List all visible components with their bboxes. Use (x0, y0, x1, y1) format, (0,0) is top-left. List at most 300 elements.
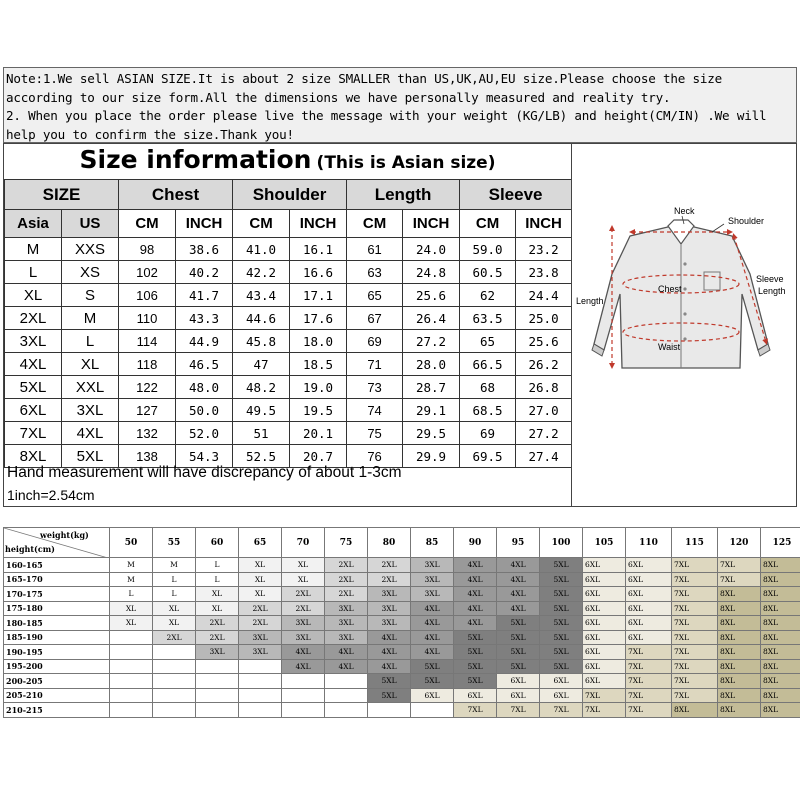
size-recommendation-cell: 4XL (454, 587, 497, 602)
size-recommendation-cell (282, 703, 325, 718)
size-recommendation-cell: 8XL (718, 630, 761, 645)
size-recommendation-cell (239, 674, 282, 689)
size-recommendation-cell (110, 688, 153, 703)
size-recommendation-cell: 3XL (325, 616, 368, 631)
size-recommendation-cell (110, 630, 153, 645)
title-main: Size information (79, 145, 312, 174)
weight-table-row (4, 587, 800, 602)
size-recommendation-cell: 8XL (761, 703, 800, 718)
weight-header: 55 (153, 528, 196, 558)
size-cell-len-in: 28.0 (403, 353, 460, 376)
weight-header: 70 (282, 528, 325, 558)
size-recommendation-cell: 3XL (196, 645, 239, 660)
size-cell-sl-cm: 63.5 (460, 307, 516, 330)
size-cell-asia: L (5, 261, 62, 284)
size-recommendation-cell: 8XL (718, 645, 761, 660)
size-recommendation-cell: 3XL (411, 558, 454, 573)
size-row (5, 376, 572, 399)
label-chest: Chest (658, 284, 682, 294)
size-recommendation-cell (110, 645, 153, 660)
size-cell-len-cm: 69 (347, 330, 403, 353)
size-recommendation-cell: 5XL (454, 659, 497, 674)
size-recommendation-cell: 6XL (583, 659, 626, 674)
size-cell-chest-in: 52.0 (176, 422, 233, 445)
size-cell-len-cm: 63 (347, 261, 403, 284)
size-recommendation-cell: 8XL (718, 688, 761, 703)
size-recommendation-cell: 2XL (325, 572, 368, 587)
size-recommendation-cell: 2XL (282, 587, 325, 602)
size-cell-sh-in: 18.0 (290, 330, 347, 353)
size-recommendation-cell: 5XL (540, 616, 583, 631)
weight-header: 110 (626, 528, 672, 558)
size-recommendation-cell: XL (110, 601, 153, 616)
size-recommendation-cell: 5XL (540, 601, 583, 616)
size-cell-us: 4XL (62, 422, 119, 445)
size-cell-sl-cm: 68.5 (460, 399, 516, 422)
size-cell-us: 5XL (62, 445, 119, 468)
size-cell-asia: 3XL (5, 330, 62, 353)
height-range: 165-170 (4, 572, 110, 587)
subheader-cm: CM (119, 210, 176, 238)
size-cell-chest-cm: 110 (119, 307, 176, 330)
size-recommendation-cell: 4XL (368, 630, 411, 645)
size-recommendation-cell: 5XL (454, 630, 497, 645)
size-recommendation-cell: 7XL (718, 572, 761, 587)
size-row (5, 422, 572, 445)
size-cell-us: 3XL (62, 399, 119, 422)
size-recommendation-cell: 5XL (411, 674, 454, 689)
size-cell-sl-cm: 60.5 (460, 261, 516, 284)
size-cell-chest-cm: 114 (119, 330, 176, 353)
size-recommendation-cell (153, 645, 196, 660)
size-recommendation-cell: 4XL (325, 645, 368, 660)
size-recommendation-cell: 7XL (672, 558, 718, 573)
height-range: 175-180 (4, 601, 110, 616)
size-cell-chest-in: 43.3 (176, 307, 233, 330)
size-recommendation-cell: 3XL (239, 630, 282, 645)
size-recommendation-cell: 8XL (761, 688, 800, 703)
size-recommendation-cell: 5XL (411, 659, 454, 674)
size-recommendation-cell: 4XL (454, 616, 497, 631)
size-recommendation-cell: 5XL (454, 674, 497, 689)
label-neck: Neck (674, 206, 695, 216)
size-recommendation-cell (196, 688, 239, 703)
size-recommendation-cell: 8XL (718, 674, 761, 689)
size-recommendation-cell (368, 703, 411, 718)
size-recommendation-cell (239, 703, 282, 718)
weight-header: 85 (411, 528, 454, 558)
size-recommendation-cell: 6XL (497, 688, 540, 703)
weight-table-row (4, 630, 800, 645)
label-length: Length (576, 296, 604, 306)
size-recommendation-cell: 5XL (454, 645, 497, 660)
size-recommendation-cell: 8XL (718, 616, 761, 631)
size-table (4, 179, 572, 468)
height-range: 195-200 (4, 659, 110, 674)
size-recommendation-cell: 6XL (583, 616, 626, 631)
size-recommendation-cell: 5XL (497, 659, 540, 674)
size-cell-asia: 4XL (5, 353, 62, 376)
size-cell-len-in: 25.6 (403, 284, 460, 307)
size-recommendation-cell (153, 703, 196, 718)
subheader-us: US (62, 210, 119, 238)
size-cell-us: XXS (62, 238, 119, 261)
size-recommendation-cell: 8XL (761, 601, 800, 616)
size-cell-chest-in: 40.2 (176, 261, 233, 284)
size-cell-len-cm: 65 (347, 284, 403, 307)
label-sleeve: Sleeve (756, 274, 784, 284)
size-recommendation-cell: 8XL (672, 703, 718, 718)
size-recommendation-cell: 7XL (626, 688, 672, 703)
size-row (5, 261, 572, 284)
size-cell-len-in: 28.7 (403, 376, 460, 399)
size-recommendation-cell: L (196, 572, 239, 587)
size-cell-chest-cm: 106 (119, 284, 176, 307)
size-cell-sl-in: 23.2 (516, 238, 572, 261)
size-cell-asia: 8XL (5, 445, 62, 468)
size-recommendation-cell: 4XL (454, 558, 497, 573)
size-cell-sh-cm: 45.8 (233, 330, 290, 353)
size-recommendation-cell: 3XL (325, 630, 368, 645)
size-recommendation-cell: 7XL (718, 558, 761, 573)
height-range: 185-190 (4, 630, 110, 645)
size-row (5, 353, 572, 376)
size-cell-sh-in: 16.1 (290, 238, 347, 261)
size-recommendation-cell: 8XL (761, 645, 800, 660)
size-recommendation-cell: 4XL (497, 558, 540, 573)
size-recommendation-cell (110, 659, 153, 674)
size-recommendation-cell: 3XL (368, 587, 411, 602)
height-range: 160-165 (4, 558, 110, 573)
shirt-illustration (572, 144, 796, 506)
size-recommendation-cell: 2XL (153, 630, 196, 645)
size-cell-sh-cm: 48.2 (233, 376, 290, 399)
subheader-asia: Asia (5, 210, 62, 238)
weight-axis-label: weight(kg) (40, 530, 89, 540)
size-recommendation-cell: 2XL (196, 616, 239, 631)
header-chest: Chest (119, 180, 233, 210)
shirt-diagram (572, 144, 796, 506)
size-recommendation-cell: 3XL (282, 616, 325, 631)
weight-table-row (4, 616, 800, 631)
size-cell-sl-cm: 66.5 (460, 353, 516, 376)
size-info-title (4, 144, 571, 179)
size-recommendation-cell: 6XL (583, 587, 626, 602)
size-recommendation-cell: 6XL (626, 572, 672, 587)
size-cell-chest-cm: 102 (119, 261, 176, 284)
size-recommendation-cell: 6XL (583, 630, 626, 645)
subheader-cm: CM (347, 210, 403, 238)
size-cell-sl-cm: 62 (460, 284, 516, 307)
size-cell-sh-in: 18.5 (290, 353, 347, 376)
size-recommendation-cell: 8XL (718, 587, 761, 602)
size-cell-chest-cm: 138 (119, 445, 176, 468)
size-recommendation-cell: 2XL (196, 630, 239, 645)
size-recommendation-cell: XL (282, 572, 325, 587)
size-recommendation-cell: 3XL (368, 616, 411, 631)
size-cell-us: M (62, 307, 119, 330)
size-recommendation-cell: 4XL (497, 601, 540, 616)
size-cell-len-cm: 71 (347, 353, 403, 376)
size-cell-len-cm: 76 (347, 445, 403, 468)
size-recommendation-cell: 6XL (626, 630, 672, 645)
size-recommendation-cell: 4XL (282, 659, 325, 674)
size-recommendation-cell: 7XL (583, 703, 626, 718)
size-recommendation-cell: 4XL (325, 659, 368, 674)
weight-table-row (4, 659, 800, 674)
size-cell-sl-in: 27.0 (516, 399, 572, 422)
size-recommendation-cell: 5XL (497, 630, 540, 645)
size-recommendation-cell: 5XL (497, 645, 540, 660)
size-cell-asia: 5XL (5, 376, 62, 399)
size-recommendation-cell: 7XL (583, 688, 626, 703)
weight-header: 60 (196, 528, 239, 558)
size-recommendation-cell (153, 674, 196, 689)
size-cell-sh-cm: 47 (233, 353, 290, 376)
size-cell-sh-cm: 41.0 (233, 238, 290, 261)
size-recommendation-cell: 8XL (761, 572, 800, 587)
size-cell-len-in: 27.2 (403, 330, 460, 353)
size-recommendation-cell: 3XL (411, 572, 454, 587)
size-cell-chest-in: 48.0 (176, 376, 233, 399)
size-recommendation-cell: 6XL (583, 601, 626, 616)
size-recommendation-cell: 7XL (454, 703, 497, 718)
size-recommendation-cell: 6XL (454, 688, 497, 703)
size-recommendation-cell: 3XL (239, 645, 282, 660)
size-recommendation-cell: 6XL (583, 645, 626, 660)
size-recommendation-cell (239, 659, 282, 674)
size-recommendation-cell: 8XL (761, 630, 800, 645)
size-cell-sh-in: 20.7 (290, 445, 347, 468)
size-recommendation-cell: 3XL (325, 601, 368, 616)
size-recommendation-cell (110, 703, 153, 718)
size-recommendation-cell: XL (239, 572, 282, 587)
size-cell-sh-cm: 43.4 (233, 284, 290, 307)
size-cell-asia: XL (5, 284, 62, 307)
size-recommendation-cell: XL (282, 558, 325, 573)
height-range: 170-175 (4, 587, 110, 602)
weight-table-row (4, 572, 800, 587)
size-cell-len-cm: 67 (347, 307, 403, 330)
size-recommendation-cell: 7XL (672, 572, 718, 587)
size-recommendation-cell: 5XL (540, 659, 583, 674)
size-recommendation-cell: 7XL (672, 616, 718, 631)
size-recommendation-cell: 7XL (672, 674, 718, 689)
height-range: 180-185 (4, 616, 110, 631)
size-cell-asia: 7XL (5, 422, 62, 445)
height-range: 200-205 (4, 674, 110, 689)
size-recommendation-cell: 4XL (411, 645, 454, 660)
size-recommendation-cell: 4XL (368, 645, 411, 660)
size-cell-sh-in: 20.1 (290, 422, 347, 445)
size-cell-sh-cm: 44.6 (233, 307, 290, 330)
height-range: 210-215 (4, 703, 110, 718)
weight-header: 50 (110, 528, 153, 558)
size-recommendation-cell: 6XL (626, 587, 672, 602)
weight-header: 105 (583, 528, 626, 558)
size-recommendation-cell (411, 703, 454, 718)
size-recommendation-cell: 2XL (368, 572, 411, 587)
size-recommendation-cell: XL (196, 601, 239, 616)
size-recommendation-cell: 7XL (626, 659, 672, 674)
size-recommendation-cell: 6XL (626, 601, 672, 616)
weight-header: 90 (454, 528, 497, 558)
weight-header: 95 (497, 528, 540, 558)
size-recommendation-cell: 2XL (325, 558, 368, 573)
size-cell-sl-in: 26.8 (516, 376, 572, 399)
weight-header: 125 (761, 528, 800, 558)
size-cell-chest-cm: 122 (119, 376, 176, 399)
weight-header: 115 (672, 528, 718, 558)
size-recommendation-cell: 4XL (411, 630, 454, 645)
weight-height-table (3, 527, 800, 718)
size-cell-chest-in: 50.0 (176, 399, 233, 422)
size-cell-sl-in: 25.0 (516, 307, 572, 330)
subheader-inch: INCH (403, 210, 460, 238)
size-cell-sh-cm: 42.2 (233, 261, 290, 284)
size-recommendation-cell: 6XL (583, 558, 626, 573)
size-cell-chest-in: 41.7 (176, 284, 233, 307)
subheader-cm: CM (460, 210, 516, 238)
size-cell-sl-in: 27.2 (516, 422, 572, 445)
size-recommendation-cell: 6XL (626, 616, 672, 631)
size-cell-len-in: 26.4 (403, 307, 460, 330)
size-recommendation-cell (325, 703, 368, 718)
size-recommendation-cell: M (153, 558, 196, 573)
size-cell-chest-cm: 118 (119, 353, 176, 376)
subheader-inch: INCH (176, 210, 233, 238)
weight-header: 120 (718, 528, 761, 558)
size-cell-asia: M (5, 238, 62, 261)
size-recommendation-cell: 5XL (540, 630, 583, 645)
size-row (5, 307, 572, 330)
size-recommendation-cell: 5XL (368, 688, 411, 703)
size-recommendation-cell: 8XL (718, 703, 761, 718)
size-cell-us: XS (62, 261, 119, 284)
size-row (5, 399, 572, 422)
size-cell-len-in: 29.5 (403, 422, 460, 445)
size-recommendation-cell: 2XL (325, 587, 368, 602)
height-range: 190-195 (4, 645, 110, 660)
size-recommendation-cell: 6XL (540, 674, 583, 689)
size-recommendation-cell: XL (196, 587, 239, 602)
weight-header: 100 (540, 528, 583, 558)
size-recommendation-cell: 8XL (761, 674, 800, 689)
label-sleeve-length: Length (758, 286, 786, 296)
size-recommendation-cell (196, 703, 239, 718)
size-cell-us: XL (62, 353, 119, 376)
header-shoulder: Shoulder (233, 180, 347, 210)
size-recommendation-cell (196, 659, 239, 674)
size-cell-sl-in: 26.2 (516, 353, 572, 376)
size-recommendation-cell: 5XL (540, 558, 583, 573)
size-recommendation-cell (110, 674, 153, 689)
subheader-inch: INCH (290, 210, 347, 238)
measurement-note: Hand measurement will have discrepancy of about 1-3cm (7, 464, 402, 481)
size-recommendation-cell: 7XL (540, 703, 583, 718)
subheader-inch: INCH (516, 210, 572, 238)
size-recommendation-cell: 6XL (411, 688, 454, 703)
size-recommendation-cell: XL (153, 601, 196, 616)
size-cell-asia: 6XL (5, 399, 62, 422)
size-recommendation-cell: 8XL (761, 558, 800, 573)
weight-table-row (4, 674, 800, 689)
weight-header: 75 (325, 528, 368, 558)
size-recommendation-cell: 8XL (761, 616, 800, 631)
size-cell-chest-cm: 132 (119, 422, 176, 445)
label-waist: Waist (658, 342, 681, 352)
size-recommendation-cell (282, 674, 325, 689)
size-info-panel (3, 143, 797, 507)
size-note: Note:1.We sell ASIAN SIZE.It is about 2 size SMALLER than US,UK,AU,EU size.Please choose the size according to our size form.All the dimensions we have personally measured and reality try. 2. When you place the order please live the message with your weight (KG/LB) and height(CM/IN) .We will help you to confirm the size.Thank you! (3, 67, 797, 143)
size-recommendation-cell: 6XL (583, 572, 626, 587)
size-cell-us: S (62, 284, 119, 307)
size-recommendation-cell: XL (153, 616, 196, 631)
size-cell-us: L (62, 330, 119, 353)
size-cell-sl-cm: 68 (460, 376, 516, 399)
size-recommendation-cell: 3XL (282, 630, 325, 645)
size-recommendation-cell: 5XL (540, 587, 583, 602)
size-recommendation-cell: 4XL (454, 572, 497, 587)
size-recommendation-cell: 8XL (761, 587, 800, 602)
size-recommendation-cell: 5XL (497, 616, 540, 631)
size-cell-len-in: 24.8 (403, 261, 460, 284)
size-recommendation-cell: 2XL (239, 601, 282, 616)
size-cell-len-in: 29.9 (403, 445, 460, 468)
size-recommendation-cell: 4XL (497, 572, 540, 587)
size-recommendation-cell (282, 688, 325, 703)
size-cell-len-cm: 73 (347, 376, 403, 399)
weight-table-row (4, 558, 800, 573)
size-cell-chest-in: 46.5 (176, 353, 233, 376)
size-cell-sl-in: 23.8 (516, 261, 572, 284)
size-recommendation-cell: 7XL (626, 645, 672, 660)
size-recommendation-cell: 6XL (540, 688, 583, 703)
size-recommendation-cell: 7XL (672, 659, 718, 674)
size-cell-sh-in: 17.1 (290, 284, 347, 307)
size-cell-chest-cm: 98 (119, 238, 176, 261)
size-recommendation-cell: XL (239, 558, 282, 573)
title-sub: (This is Asian size) (316, 153, 496, 173)
height-range: 205-210 (4, 688, 110, 703)
size-recommendation-cell: XL (239, 587, 282, 602)
size-cell-sl-cm: 65 (460, 330, 516, 353)
size-recommendation-cell: 4XL (282, 645, 325, 660)
size-recommendation-cell: 4XL (411, 616, 454, 631)
size-recommendation-cell: 7XL (672, 587, 718, 602)
size-recommendation-cell: L (196, 558, 239, 573)
size-recommendation-cell: XL (110, 616, 153, 631)
size-cell-sh-cm: 49.5 (233, 399, 290, 422)
size-cell-sl-cm: 69 (460, 422, 516, 445)
weight-table-row (4, 703, 800, 718)
size-recommendation-cell (153, 659, 196, 674)
size-row (5, 238, 572, 261)
size-cell-sh-cm: 52.5 (233, 445, 290, 468)
size-recommendation-cell: 7XL (497, 703, 540, 718)
size-recommendation-cell (196, 674, 239, 689)
size-recommendation-cell (325, 674, 368, 689)
size-recommendation-cell: 3XL (368, 601, 411, 616)
size-recommendation-cell: 6XL (583, 674, 626, 689)
size-recommendation-cell: 7XL (672, 630, 718, 645)
size-recommendation-cell: 4XL (497, 587, 540, 602)
header-sleeve: Sleeve (460, 180, 572, 210)
size-recommendation-cell: 5XL (540, 572, 583, 587)
size-cell-sl-in: 24.4 (516, 284, 572, 307)
size-cell-chest-in: 38.6 (176, 238, 233, 261)
weight-table-row (4, 601, 800, 616)
